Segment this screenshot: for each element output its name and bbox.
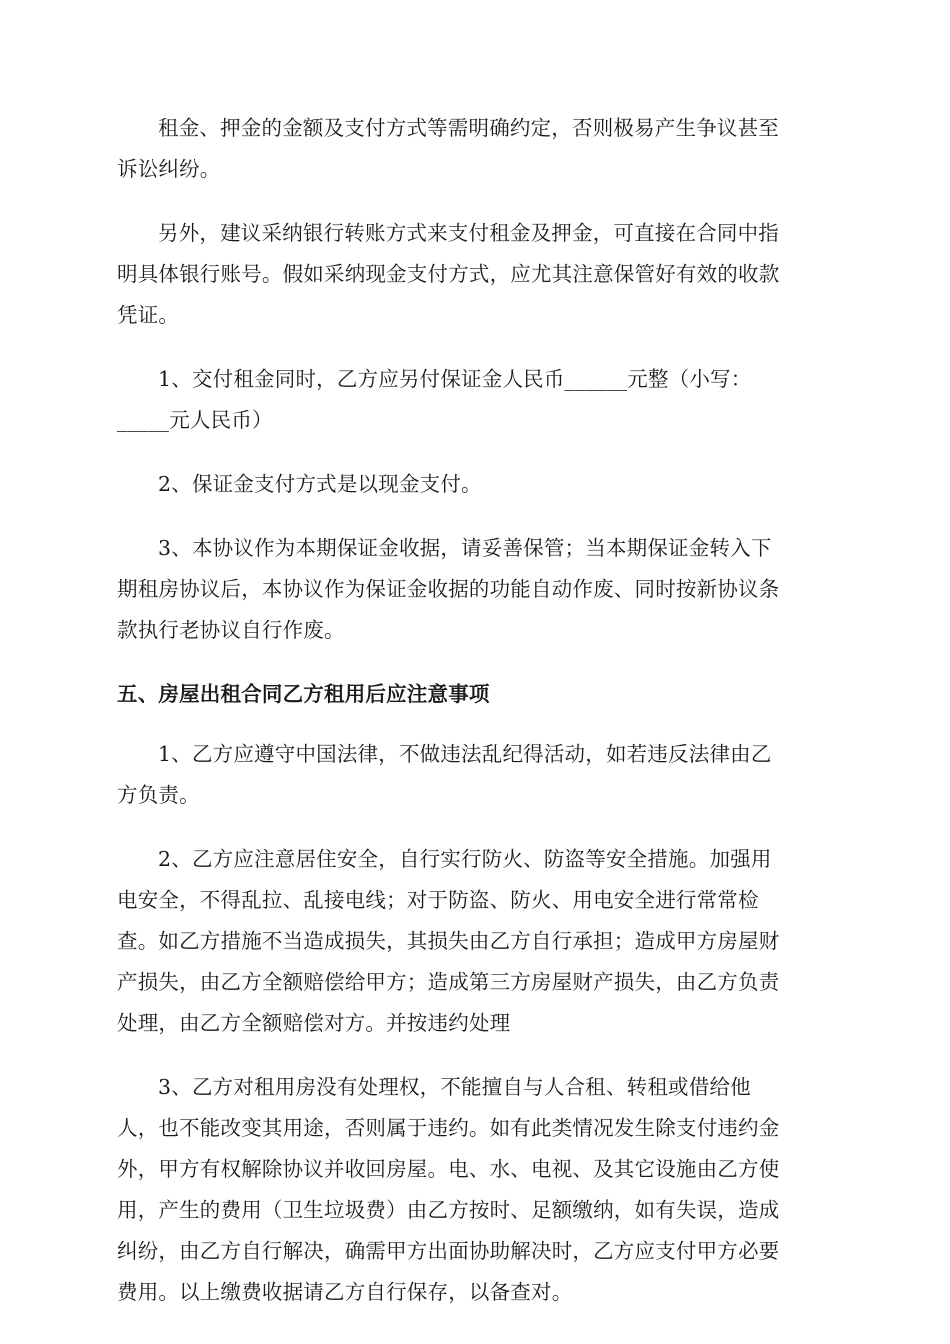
text-line: 明具体银行账号。假如采纳现金支付方式，应尤其注意保管好有效的收款	[117, 262, 780, 286]
text-line: 凭证。	[117, 303, 180, 327]
text-line: 2、乙方应注意居住安全，自行实行防火、防盗等安全措施。加强用	[158, 847, 772, 871]
text-line: 另外，建议采纳银行转账方式来支付租金及押金，可直接在合同中指	[158, 221, 779, 245]
paragraph	[117, 464, 833, 505]
paragraph	[117, 528, 833, 651]
text-line: 查。如乙方措施不当造成损失，其损失由乙方自行承担；造成甲方房屋财	[117, 929, 780, 953]
document-page	[117, 108, 833, 1336]
paragraphs-before	[117, 108, 833, 651]
paragraphs-after	[117, 734, 833, 1313]
text-line: 人，也不能改变其用途，否则属于违约。如有此类情况发生除支付违约金	[117, 1116, 780, 1140]
text-line: 费用。以上缴费收据请乙方自行保存，以备查对。	[117, 1280, 573, 1304]
text-line: 方负责。	[117, 783, 200, 807]
text-line: 租金、押金的金额及支付方式等需明确约定，否则极易产生争议甚至	[158, 116, 779, 140]
text-line: 3、乙方对租用房没有处理权，不能擅自与人合租、转租或借给他	[158, 1075, 751, 1099]
text-line: 用，产生的费用（卫生垃圾费）由乙方按时、足额缴纳，如有失误，造成	[117, 1198, 780, 1222]
text-line: 外，甲方有权解除协议并收回房屋。电、水、电视、及其它设施由乙方使	[117, 1157, 780, 1181]
paragraph	[117, 359, 833, 441]
section-heading: 五、房屋出租合同乙方租用后应注意事项	[117, 682, 490, 706]
paragraph	[117, 108, 833, 190]
text-line: _____元人民币）	[117, 408, 273, 432]
paragraph	[117, 1067, 833, 1313]
text-line: 产损失，由乙方全额赔偿给甲方；造成第三方房屋财产损失，由乙方负责	[117, 970, 780, 994]
text-line: 款执行老协议自行作废。	[117, 618, 345, 642]
text-line: 3、本协议作为本期保证金收据，请妥善保管；当本期保证金转入下	[158, 536, 772, 560]
paragraph	[117, 734, 833, 816]
text-line: 诉讼纠纷。	[117, 157, 221, 181]
paragraph	[117, 839, 833, 1044]
text-line: 1、乙方应遵守中国法律，不做违法乱纪得活动，如若违反法律由乙	[158, 742, 772, 766]
text-line: 1、交付租金同时，乙方应另付保证金人民币______元整（小写：	[158, 367, 752, 391]
text-line: 2、保证金支付方式是以现金支付。	[158, 472, 482, 496]
text-line: 纠纷，由乙方自行解决，确需甲方出面协助解决时，乙方应支付甲方必要	[117, 1239, 780, 1263]
text-line: 电安全，不得乱拉、乱接电线；对于防盗、防火、用电安全进行常常检	[117, 888, 759, 912]
paragraph	[117, 213, 833, 336]
text-line: 处理，由乙方全额赔偿对方。并按违约处理	[117, 1011, 511, 1035]
text-line: 期租房协议后，本协议作为保证金收据的功能自动作废、同时按新协议条	[117, 577, 780, 601]
